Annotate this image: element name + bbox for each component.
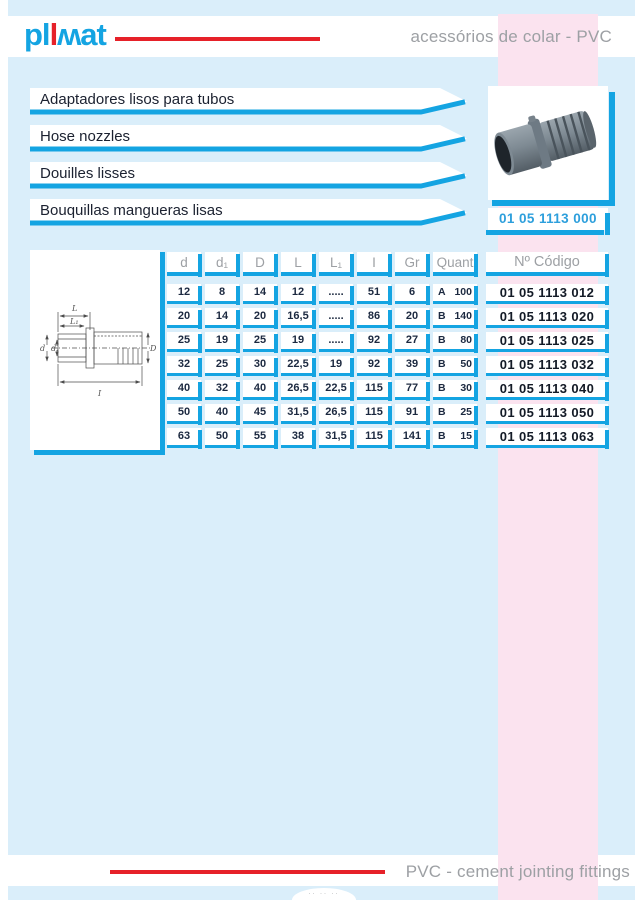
cell-d: 20 (167, 308, 201, 328)
cell-d1: 19 (205, 332, 239, 352)
logo-part-pl: pl (24, 17, 50, 52)
cell-codigo: 01 05 1113 040 (486, 380, 608, 400)
cell-codigo: 01 05 1113 050 (486, 404, 608, 424)
cell-L: 38 (281, 428, 315, 448)
quant-letter: B (438, 334, 446, 346)
product-accent-right (609, 92, 615, 200)
cell-Gr: 20 (395, 308, 429, 328)
quant-letter: B (438, 406, 446, 418)
cell-Gr: 77 (395, 380, 429, 400)
cell-L: 22,5 (281, 356, 315, 376)
cell-codigo: 01 05 1113 032 (486, 356, 608, 376)
quant-letter: B (438, 310, 446, 322)
product-series-code: 01 05 1113 000 (488, 208, 608, 230)
col-header-d: d (167, 252, 201, 276)
cell-d1: 8 (205, 284, 239, 304)
dim-label-d: d (40, 344, 46, 353)
banner-title-en (30, 125, 470, 152)
table-row (167, 308, 643, 328)
cell-Gr: 91 (395, 404, 429, 424)
cell-codigo: 01 05 1113 012 (486, 284, 608, 304)
dim-label-D: D (150, 344, 157, 353)
quant-letter: B (438, 358, 446, 370)
cell-D: 14 (243, 284, 277, 304)
cell-D: 55 (243, 428, 277, 448)
table-row (167, 332, 643, 352)
cell-d: 12 (167, 284, 201, 304)
cell-quant (433, 380, 477, 400)
quant-value: 15 (460, 430, 472, 442)
product-accent-bottom (492, 200, 615, 206)
product-photo (488, 86, 608, 200)
cell-quant (433, 284, 477, 304)
cell-L1: 22,5 (319, 380, 353, 400)
header-red-rule (115, 37, 320, 41)
cell-L1: ..... (319, 284, 353, 304)
banner-title-es (30, 199, 470, 226)
col-header-D: D (243, 252, 277, 276)
table-row (167, 404, 643, 424)
cell-I: 115 (357, 428, 391, 448)
cell-d1: 50 (205, 428, 239, 448)
cell-Gr: 27 (395, 332, 429, 352)
col-header-Gr: Gr (395, 252, 429, 276)
col-header-I: I (357, 252, 391, 276)
col-header-quant: Quant (433, 252, 477, 276)
col-header-L: L (281, 252, 315, 276)
cell-L: 16,5 (281, 308, 315, 328)
cell-L: 31,5 (281, 404, 315, 424)
quant-letter: A (438, 286, 446, 298)
cell-Gr: 6 (395, 284, 429, 304)
code-accent-right (605, 213, 610, 235)
cell-quant (433, 428, 477, 448)
cell-D: 25 (243, 332, 277, 352)
cell-L: 12 (281, 284, 315, 304)
banner-label: Adaptadores lisos para tubos (40, 91, 235, 108)
cell-codigo: 01 05 1113 020 (486, 308, 608, 328)
quant-value: 100 (454, 286, 472, 298)
cell-d: 32 (167, 356, 201, 376)
quant-value: 30 (460, 382, 472, 394)
page-number-oval: ·· ·· ·· (292, 888, 356, 900)
cell-codigo: 01 05 1113 025 (486, 332, 608, 352)
cell-I: 86 (357, 308, 391, 328)
banner-title-pt (30, 88, 470, 115)
header-section-title: acessórios de colar - PVC (410, 27, 612, 46)
cell-I: 115 (357, 380, 391, 400)
code-accent-bottom (486, 230, 604, 235)
table-row (167, 428, 643, 448)
col-header-L1: L₁ (319, 252, 353, 276)
footer-section-title: PVC - cement jointing fittings (405, 862, 630, 881)
logo-red-bar: l (49, 17, 58, 52)
cell-D: 30 (243, 356, 277, 376)
cell-d1: 32 (205, 380, 239, 400)
cell-Gr: 141 (395, 428, 429, 448)
cell-I: 92 (357, 332, 391, 352)
dim-label-d1: d₁ (51, 344, 60, 353)
cell-L1: 26,5 (319, 404, 353, 424)
quant-value: 25 (460, 406, 472, 418)
banner-label: Hose nozzles (40, 128, 131, 145)
cell-codigo: 01 05 1113 063 (486, 428, 608, 448)
table-body (0, 284, 643, 452)
table-row (167, 284, 643, 304)
dim-label-I: I (98, 389, 102, 398)
cell-d1: 25 (205, 356, 239, 376)
cell-I: 92 (357, 356, 391, 376)
cell-D: 40 (243, 380, 277, 400)
cell-d1: 14 (205, 308, 239, 328)
cell-I: 115 (357, 404, 391, 424)
cell-L1: ..... (319, 332, 353, 352)
dim-label-L1: L₁ (70, 317, 79, 326)
cell-d1: 40 (205, 404, 239, 424)
cell-I: 51 (357, 284, 391, 304)
cell-d: 25 (167, 332, 201, 352)
cell-L: 26,5 (281, 380, 315, 400)
cell-quant (433, 404, 477, 424)
table-header-row (167, 252, 608, 276)
cell-Gr: 39 (395, 356, 429, 376)
col-header-d1: d₁ (205, 252, 239, 276)
cell-quant (433, 308, 477, 328)
quant-value: 140 (454, 310, 472, 322)
banner-title-fr (30, 162, 470, 189)
cell-L1: ..... (319, 308, 353, 328)
quant-value: 50 (460, 358, 472, 370)
cell-L1: 19 (319, 356, 353, 376)
cell-d: 50 (167, 404, 201, 424)
cell-quant (433, 356, 477, 376)
table-row (167, 356, 643, 376)
dim-label-L: L (72, 304, 78, 313)
cell-d: 63 (167, 428, 201, 448)
cell-D: 45 (243, 404, 277, 424)
quant-letter: B (438, 430, 446, 442)
col-header-codigo: Nº Código (486, 252, 608, 276)
product-photo-box (488, 86, 608, 200)
plimat-logo (24, 19, 106, 51)
cell-quant (433, 332, 477, 352)
banner-label: Bouquillas mangueras lisas (40, 202, 223, 219)
table-row (167, 380, 643, 400)
quant-letter: B (438, 382, 446, 394)
cell-d: 40 (167, 380, 201, 400)
banner-label: Douilles lisses (40, 165, 136, 182)
quant-value: 80 (460, 334, 472, 346)
cell-L1: 31,5 (319, 428, 353, 448)
logo-part-mat: ʍat (57, 17, 106, 52)
cell-D: 20 (243, 308, 277, 328)
cell-L: 19 (281, 332, 315, 352)
